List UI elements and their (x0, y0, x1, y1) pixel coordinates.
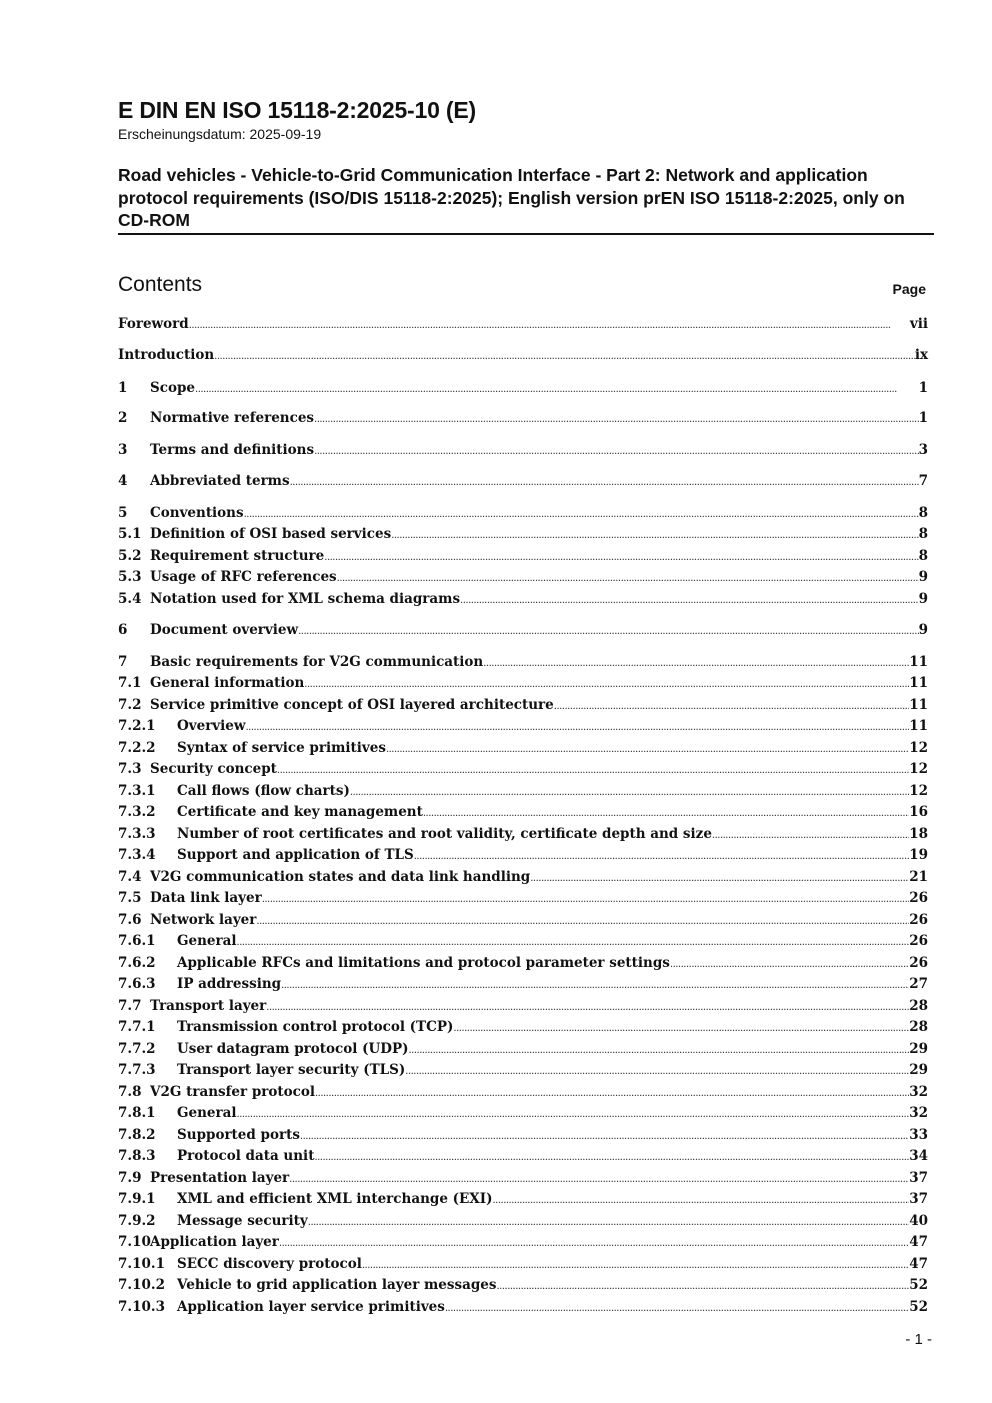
toc-entry-title: Basic requirements for V2G communication (150, 654, 484, 670)
toc-entry[interactable] (118, 740, 928, 760)
toc-entry-page: 47 (909, 1256, 928, 1272)
toc-entry-page: 12 (909, 740, 928, 756)
toc-entry-number: 4 (118, 473, 128, 489)
toc-entry-page: 11 (909, 697, 928, 713)
toc-dot-leader (408, 1045, 909, 1056)
toc-entry-page: 26 (909, 890, 928, 906)
toc-entry[interactable] (118, 654, 928, 674)
toc-dot-leader (214, 351, 915, 362)
toc-entry-number: 7.10.3 (118, 1299, 165, 1315)
toc-entry[interactable] (118, 976, 928, 996)
toc-entry-page: 32 (909, 1105, 928, 1121)
toc-entry-page: 9 (918, 622, 928, 638)
toc-dot-leader (298, 626, 918, 637)
toc-entry[interactable] (118, 569, 928, 589)
toc-entry-title: Transport layer security (TLS) (177, 1062, 406, 1078)
toc-entry-title: Certificate and key management (177, 804, 423, 820)
toc-entry-number: 7.3.2 (118, 804, 156, 820)
toc-dot-leader (391, 530, 918, 541)
toc-entry-number: 5 (118, 505, 128, 521)
toc-entry-page: 34 (909, 1148, 928, 1164)
toc-entry[interactable] (118, 847, 928, 867)
toc-entry-title: Usage of RFC references (150, 569, 337, 585)
toc-entry-number: 5.2 (118, 548, 142, 564)
toc-entry-page: 11 (909, 675, 928, 691)
toc-entry-number: 5.1 (118, 526, 142, 542)
toc-entry[interactable] (118, 505, 928, 525)
toc-entry-title: Vehicle to grid application layer messages (177, 1277, 497, 1293)
toc-dot-leader (314, 414, 919, 425)
toc-entry-page: 11 (909, 718, 928, 734)
toc-entry[interactable] (118, 1084, 928, 1104)
toc-entry-title: Overview (177, 718, 246, 734)
toc-entry[interactable] (118, 804, 928, 824)
toc-entry-number: 7.7 (118, 998, 142, 1014)
toc-entry-title: General information (150, 675, 305, 691)
toc-entry-title: General (177, 1105, 237, 1121)
toc-entry-page: 26 (909, 955, 928, 971)
toc-entry-page: 18 (909, 826, 928, 842)
toc-entry-title: Support and application of TLS (177, 847, 414, 863)
document-title: Road vehicles - Vehicle-to-Grid Communication Interface - Part 2: Network and application protocol requirements (ISO/DIS 15118-2:2025); English version prEN ISO 15118-2:2025, only on CD-ROM (118, 165, 905, 230)
toc-entry-page: 37 (909, 1191, 928, 1207)
toc-entry-title: Notation used for XML schema diagrams (150, 591, 461, 607)
toc-entry-title: Conventions (150, 505, 244, 521)
title-divider (118, 233, 934, 235)
toc-dot-leader (281, 980, 909, 991)
toc-entry-title: User datagram protocol (UDP) (177, 1041, 409, 1057)
toc-dot-leader (244, 509, 919, 520)
toc-entry[interactable] (118, 1170, 928, 1190)
toc-entry-title: Application layer service primitives (177, 1299, 445, 1315)
toc-entry-number: 3 (118, 442, 128, 458)
toc-dot-leader (350, 787, 909, 798)
toc-dot-leader (262, 894, 910, 905)
toc-entry-title: SECC discovery protocol (177, 1256, 362, 1272)
toc-dot-leader (492, 1195, 909, 1206)
toc-entry[interactable] (118, 718, 928, 738)
toc-entry-title: Requirement structure (150, 548, 325, 564)
toc-entry[interactable] (118, 347, 928, 367)
toc-entry-page: 29 (909, 1062, 928, 1078)
toc-entry-title: Applicable RFCs and limitations and protocol parameter settings (177, 955, 670, 971)
toc-entry[interactable] (118, 955, 928, 975)
toc-entry-number: 7.8.2 (118, 1127, 156, 1143)
toc-entry-title: Scope (150, 380, 196, 396)
toc-entry[interactable] (118, 869, 928, 889)
toc-entry-page: 8 (918, 548, 928, 564)
toc-entry-title: V2G transfer protocol (150, 1084, 315, 1100)
toc-entry-page: 1 (918, 380, 928, 396)
toc-entry-page: 12 (909, 761, 928, 777)
toc-entry-page: 40 (909, 1213, 928, 1229)
toc-dot-leader (337, 573, 919, 584)
toc-entry-title: Abbreviated terms (150, 473, 290, 489)
toc-entry-page: vii (909, 316, 928, 332)
toc-entry-title: Service primitive concept of OSI layered architecture (150, 697, 554, 713)
toc-entry-number: 7.3 (118, 761, 142, 777)
toc-entry-number: 7.7.2 (118, 1041, 156, 1057)
toc-entry-number: 7 (118, 654, 128, 670)
toc-entry[interactable] (118, 1277, 928, 1297)
toc-entry[interactable] (118, 473, 928, 493)
toc-entry-title: XML and efficient XML interchange (EXI) (177, 1191, 493, 1207)
toc-entry-page: 26 (909, 912, 928, 928)
page-column-label: Page (892, 281, 926, 297)
toc-dot-leader (405, 1066, 909, 1077)
toc-entry-title: V2G communication states and data link handling (150, 869, 531, 885)
toc-entry[interactable] (118, 783, 928, 803)
toc-entry[interactable] (118, 410, 928, 430)
toc-entry[interactable] (118, 548, 928, 568)
toc-dot-leader (266, 1002, 909, 1013)
toc-dot-leader (277, 765, 909, 776)
toc-entry-number: 7.3.3 (118, 826, 156, 842)
toc-entry[interactable] (118, 1127, 928, 1147)
toc-entry-number: 1 (118, 380, 128, 396)
toc-entry-title: Syntax of service primitives (177, 740, 386, 756)
toc-entry-page: 21 (909, 869, 928, 885)
toc-entry-title: Number of root certificates and root validity, certificate depth and size (177, 826, 712, 842)
toc-dot-leader (386, 744, 909, 755)
toc-entry[interactable] (118, 622, 928, 642)
toc-entry-page: 32 (909, 1084, 928, 1100)
toc-entry-page: 7 (918, 473, 928, 489)
toc-entry-number: 7.10.1 (118, 1256, 165, 1272)
toc-entry-page: 8 (918, 526, 928, 542)
toc-entry-page: 1 (918, 410, 928, 426)
toc-entry-number: 7.6.1 (118, 933, 156, 949)
toc-entry-page: 47 (909, 1234, 928, 1250)
toc-dot-leader (304, 679, 909, 690)
toc-entry[interactable] (118, 697, 928, 717)
toc-entry[interactable] (118, 1105, 928, 1125)
toc-dot-leader (554, 701, 909, 712)
toc-entry-page: 12 (909, 783, 928, 799)
toc-dot-leader (279, 1238, 909, 1249)
toc-entry[interactable] (118, 998, 928, 1018)
toc-entry-title: Message security (177, 1213, 308, 1229)
toc-entry-page: 29 (909, 1041, 928, 1057)
toc-entry-title: Transport layer (150, 998, 267, 1014)
toc-entry-number: 7.3.1 (118, 783, 156, 799)
toc-entry-number: 7.9.1 (118, 1191, 156, 1207)
toc-entry-number: 7.9.2 (118, 1213, 156, 1229)
toc-entry-title: Introduction (118, 347, 215, 363)
toc-dot-leader (237, 1109, 910, 1120)
toc-entry-number: 7.4 (118, 869, 142, 885)
toc-entry-page: ix (914, 347, 928, 363)
toc-entry-number: 7.8 (118, 1084, 142, 1100)
document-id: E DIN EN ISO 15118-2:2025-10 (E) (118, 97, 476, 123)
toc-entry[interactable] (118, 1213, 928, 1233)
page-number: - 1 - (905, 1331, 932, 1348)
toc-entry-page: 26 (909, 933, 928, 949)
toc-entry-title: Data link layer (150, 890, 262, 906)
toc-entry-number: 7.7.3 (118, 1062, 156, 1078)
toc-entry-number: 7.3.4 (118, 847, 156, 863)
toc-dot-leader (423, 808, 909, 819)
toc-entry-page: 37 (909, 1170, 928, 1186)
toc-entry-page: 9 (918, 569, 928, 585)
toc-dot-leader (315, 1088, 909, 1099)
toc-dot-leader (314, 1152, 909, 1163)
toc-entry[interactable] (118, 912, 928, 932)
toc-entry[interactable] (118, 933, 928, 953)
toc-dot-leader (530, 873, 909, 884)
toc-dot-leader (483, 658, 909, 669)
toc-entry-page: 28 (909, 1019, 928, 1035)
toc-entry-title: Application layer (150, 1234, 279, 1250)
toc-entry-title: Terms and definitions (150, 442, 315, 458)
contents-heading: Contents (118, 273, 203, 296)
toc-entry-title: Presentation layer (150, 1170, 290, 1186)
toc-dot-leader (246, 722, 910, 733)
toc-entry-page: 33 (909, 1127, 928, 1143)
toc-dot-leader (414, 851, 909, 862)
toc-entry-number: 7.2.1 (118, 718, 156, 734)
toc-entry-page: 19 (909, 847, 928, 863)
toc-entry[interactable] (118, 1019, 928, 1039)
toc-dot-leader (314, 446, 919, 457)
toc-entry-page: 27 (909, 976, 928, 992)
toc-entry-number: 7.6.2 (118, 955, 156, 971)
toc-entry-title: Security concept (150, 761, 277, 777)
toc-entry-number: 5.4 (118, 591, 142, 607)
toc-entry-page: 28 (909, 998, 928, 1014)
toc-entry-number: 7.2.2 (118, 740, 156, 756)
toc-entry[interactable] (118, 1299, 928, 1319)
toc-dot-leader (289, 1174, 909, 1185)
toc-dot-leader (496, 1281, 909, 1292)
toc-entry[interactable] (118, 1062, 928, 1082)
toc-entry-title: Network layer (150, 912, 257, 928)
toc-entry-number: 7.2 (118, 697, 142, 713)
toc-dot-leader (290, 477, 919, 488)
toc-entry[interactable] (118, 1191, 928, 1211)
toc-entry[interactable] (118, 761, 928, 781)
toc-dot-leader (670, 959, 909, 970)
toc-entry-number: 7.6.3 (118, 976, 156, 992)
toc-dot-leader (300, 1131, 909, 1142)
toc-entry-title: Protocol data unit (177, 1148, 315, 1164)
toc-entry-page: 3 (918, 442, 928, 458)
toc-dot-leader (712, 830, 909, 841)
toc-dot-leader (237, 937, 910, 948)
toc-entry-title: Document overview (150, 622, 299, 638)
toc-entry-page: 11 (909, 654, 928, 670)
toc-dot-leader (362, 1260, 909, 1271)
toc-entry[interactable] (118, 380, 928, 400)
toc-entry[interactable] (118, 675, 928, 695)
toc-entry-number: 7.6 (118, 912, 142, 928)
toc-entry-number: 2 (118, 410, 128, 426)
toc-entry-page: 16 (909, 804, 928, 820)
toc-entry-page: 8 (918, 505, 928, 521)
toc-dot-leader (195, 384, 919, 395)
toc-entry-page: 9 (918, 591, 928, 607)
toc-entry-title: Call flows (flow charts) (177, 783, 350, 799)
toc-entry-number: 7.7.1 (118, 1019, 156, 1035)
toc-entry-number: 7.10.2 (118, 1277, 165, 1293)
toc-entry-title: Normative references (150, 410, 315, 426)
toc-entry[interactable] (118, 1041, 928, 1061)
toc-dot-leader (189, 320, 910, 331)
toc-dot-leader (453, 1023, 909, 1034)
toc-dot-leader (460, 595, 919, 606)
toc-entry[interactable] (118, 1234, 928, 1254)
toc-entry-number: 7.8.3 (118, 1148, 156, 1164)
toc-entry-page: 52 (909, 1277, 928, 1293)
toc-entry[interactable] (118, 591, 928, 611)
toc-entry-title: General (177, 933, 237, 949)
toc-entry[interactable] (118, 526, 928, 546)
toc-entry-title: IP addressing (177, 976, 282, 992)
toc-entry[interactable] (118, 1256, 928, 1276)
toc-entry-number: 7.1 (118, 675, 142, 691)
toc-entry-number: 7.9 (118, 1170, 142, 1186)
publication-date: Erscheinungsdatum: 2025-09-19 (118, 126, 322, 142)
toc-entry-title: Transmission control protocol (TCP) (177, 1019, 454, 1035)
toc-entry-title: Definition of OSI based services (150, 526, 392, 542)
toc-entry-page: 52 (909, 1299, 928, 1315)
toc-dot-leader (324, 552, 918, 563)
toc-dot-leader (308, 1217, 909, 1228)
toc-entry[interactable] (118, 442, 928, 462)
toc-entry-number: 7.8.1 (118, 1105, 156, 1121)
toc-entry-number: 7.10 (118, 1234, 151, 1250)
toc-entry[interactable] (118, 890, 928, 910)
toc-entry-number: 7.5 (118, 890, 142, 906)
toc-entry-title: Foreword (118, 316, 189, 332)
toc-dot-leader (445, 1303, 909, 1314)
toc-entry-number: 5.3 (118, 569, 142, 585)
toc-entry-number: 6 (118, 622, 128, 638)
toc-entry[interactable] (118, 316, 928, 336)
toc-dot-leader (256, 916, 909, 927)
toc-entry[interactable] (118, 826, 928, 846)
toc-entry[interactable] (118, 1148, 928, 1168)
toc-entry-title: Supported ports (177, 1127, 300, 1143)
